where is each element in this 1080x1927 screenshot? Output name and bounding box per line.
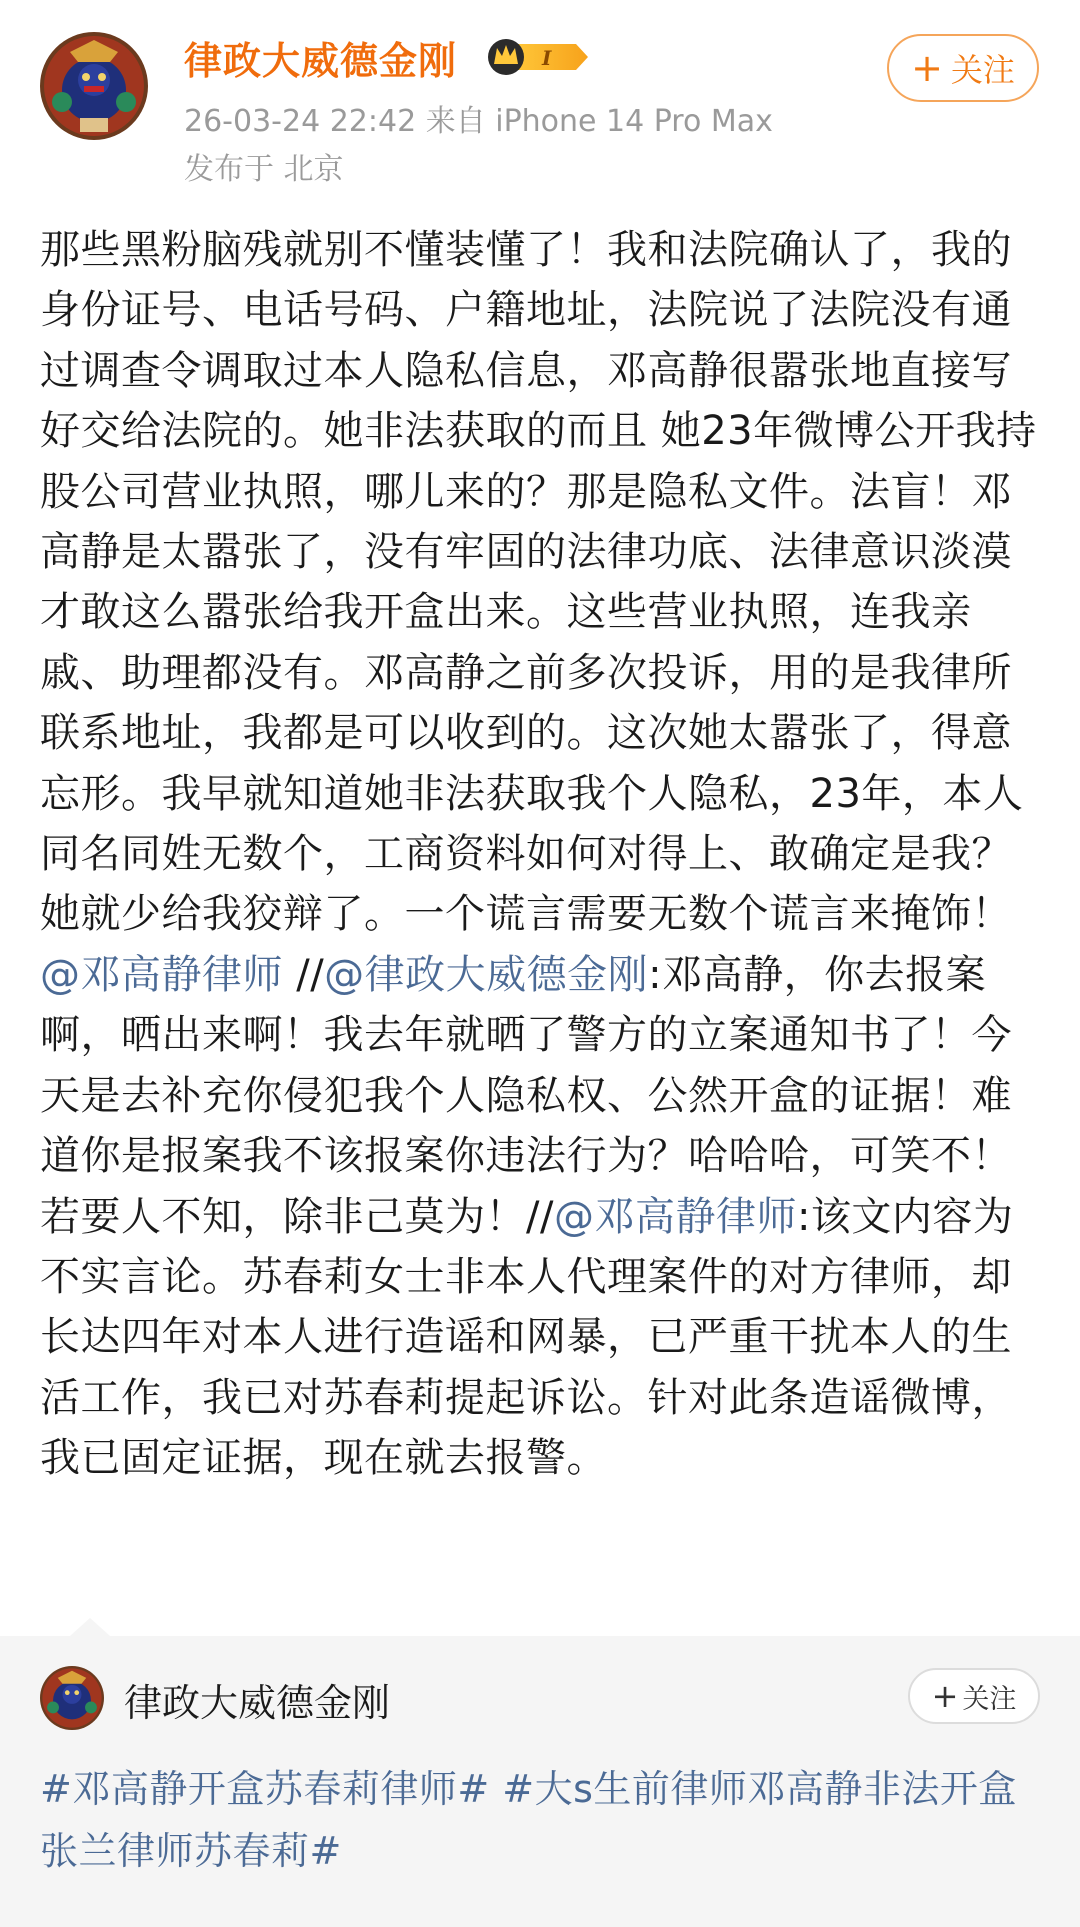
mention-link[interactable]: @邓高静律师	[40, 951, 283, 998]
vip-badge-icon[interactable]	[484, 34, 592, 80]
follow-button[interactable]	[887, 34, 1039, 102]
post-text-segment: //	[283, 951, 325, 998]
repost-caret	[70, 1618, 110, 1636]
post-text-segment: 那些黑粉脑残就别不懂装懂了！我和法院确认了，我的身份证号、电话号码、户籍地址，法院说了法院没有通过调查令调取过本人隐私信息，邓高静很嚣张地直接写好交给法院的。她非法获取的而且 她23年微博公开我持股公司营业执照，哪儿来的？那是隐私文件。法盲！邓高静是太嚣张了，没有牢固的法律功底、法律意识淡漠才敢这么嚣张给我开盒出来。这些营业执照，连我亲戚、助理都没有。邓高静之前多次投诉，用的是我律所联系地址，我都是可以收到的。这次她太嚣张了，得意忘形。我早就知道她非法获取我个人隐私，23年，本人同名同姓无数个，工商资料如何对得上、敢确定是我？她就少给我狡辩了。一个谎言需要无数个谎言来掩饰！	[40, 227, 1037, 938]
topic-tag[interactable]: #邓高静开盒苏春莉律师#	[40, 1767, 490, 1811]
repost-card[interactable]	[0, 1636, 1080, 1927]
repost-avatar[interactable]	[40, 1666, 104, 1730]
plus-icon: +	[931, 1677, 959, 1715]
post-text	[40, 220, 1040, 1489]
post-location: 发布于 北京	[184, 152, 344, 187]
repost-follow-button[interactable]	[908, 1668, 1040, 1724]
user-avatar[interactable]	[40, 32, 148, 140]
username[interactable]: 律政大威德金刚	[184, 39, 458, 83]
topic-tags	[40, 1758, 1040, 1882]
vip-level: I	[542, 46, 552, 70]
repost-follow-label: 关注	[962, 1683, 1017, 1715]
mention-link[interactable]: @律政大威德金刚	[324, 951, 649, 998]
plus-icon: +	[911, 46, 943, 90]
follow-label: 关注	[950, 51, 1015, 89]
mention-link[interactable]: @邓高静律师	[553, 1193, 797, 1240]
repost-username[interactable]: 律政大威德金刚	[124, 1681, 391, 1725]
post-time-source: 26-03-24 22:42 来自 iPhone 14 Pro Max	[184, 104, 773, 139]
topic-tag[interactable]: #大s生前律师邓高静非法开盒张兰律师苏春莉#	[40, 1767, 1017, 1873]
post-text-segment: :邓高静，你去报案啊，晒出来啊！我去年就晒了警方的立案通知书了！今天是去补充你侵犯我个人隐私权、公然开盒的证据！难道你是报案我不该报案你违法行为？哈哈哈，可笑不！若要人不知，除非己莫为！//	[40, 951, 1012, 1240]
post-header	[0, 0, 1080, 187]
post-text-segment: :该文内容为不实言论。苏春莉女士非本人代理案件的对方律师，却长达四年对本人进行造谣和网暴，已严重干扰本人的生活工作，我已对苏春莉提起诉讼。针对此条造谣微博，我已固定证据，现在就去报警。	[40, 1193, 1014, 1482]
